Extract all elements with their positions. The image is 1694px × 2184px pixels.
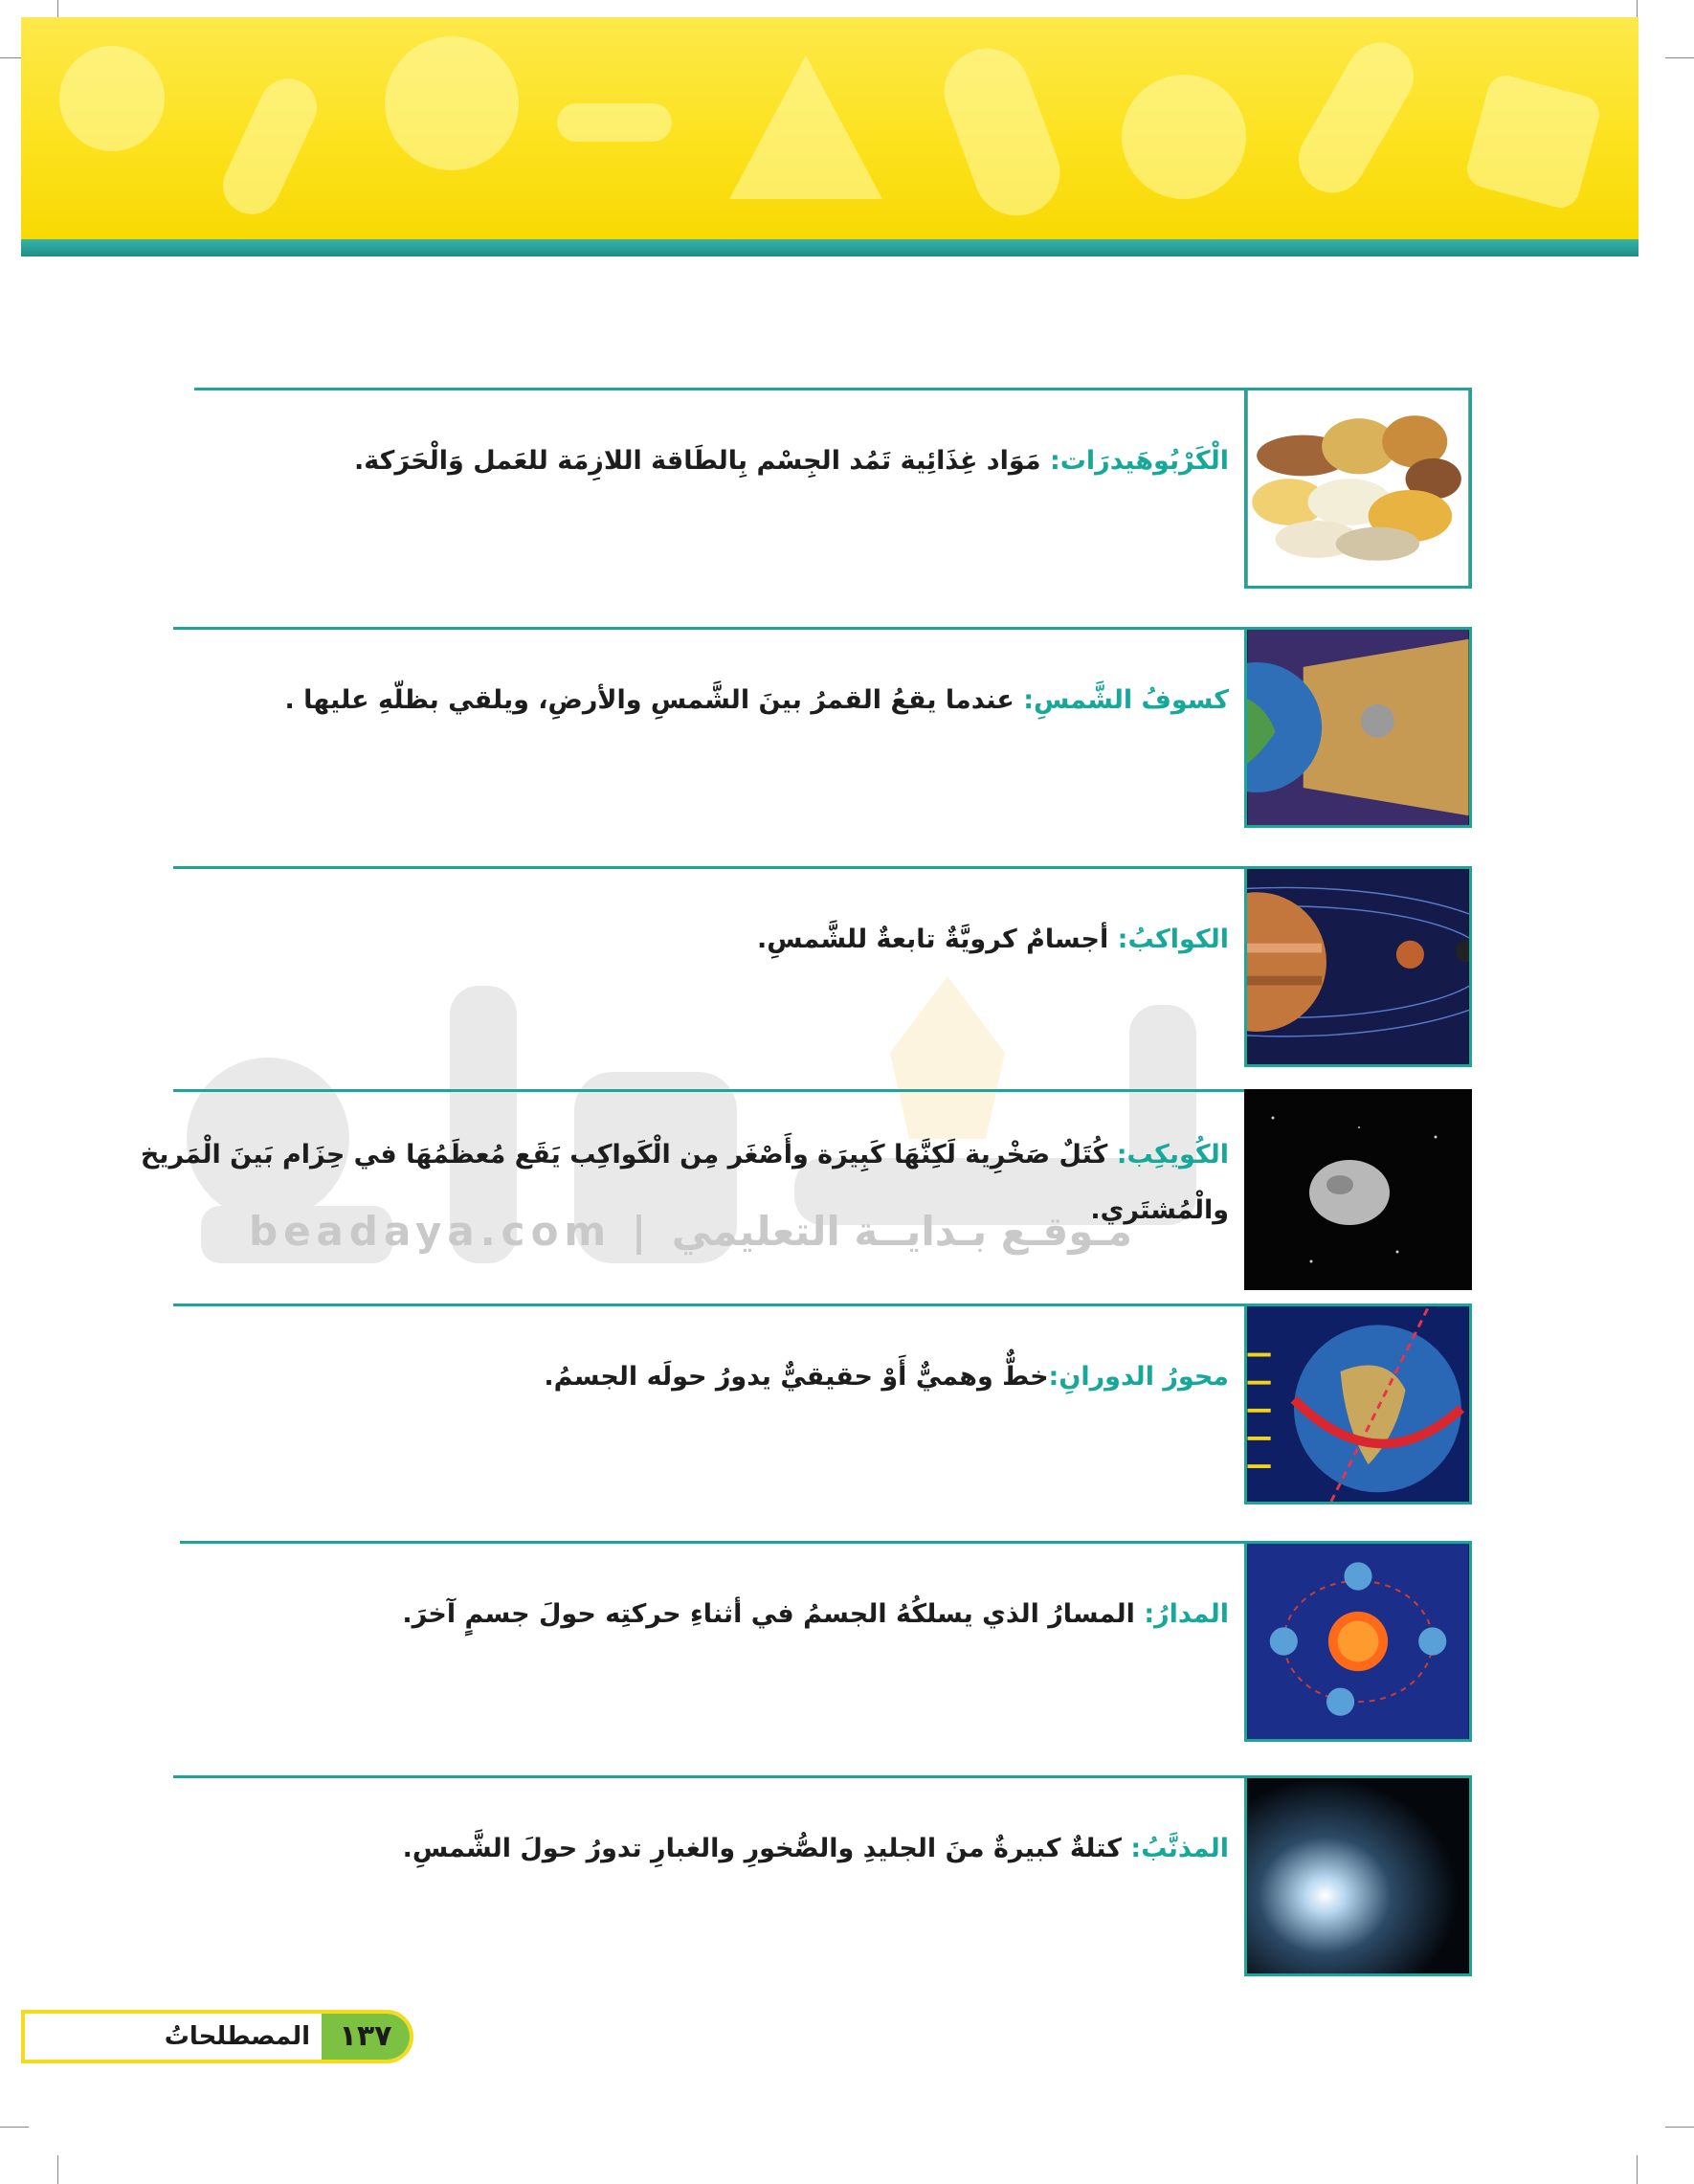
comet-photo (1244, 1775, 1472, 1976)
header-strip (21, 239, 1638, 256)
crop-mark (0, 2127, 29, 2128)
page-footer (21, 2010, 413, 2063)
crop-mark (1665, 57, 1694, 58)
entry-term: الكواكبُ: (1117, 925, 1229, 954)
entry-term: المدارُ: (1144, 1599, 1229, 1629)
entry-definition: مَوَاد غِذَائِية تَمُد الجِسْم بِالطَاقة اللازِمَة للعَمل وَالْحَرَكة. (354, 446, 1050, 476)
orbit-photo (1244, 1541, 1472, 1742)
solar-eclipse-photo (1244, 627, 1472, 828)
carbohydrates-food-photo (1244, 388, 1472, 589)
watermark-caption: beadaya.com | مـوقـع بـدايــة التعليمي (249, 1208, 1132, 1255)
entry-term: الكُويكِب: (1116, 1140, 1229, 1170)
glossary-entry-carbohydrates (0, 388, 1694, 598)
entry-term: محورُ الدورانِ: (1048, 1362, 1229, 1392)
glossary-entry-planets (0, 866, 1694, 1077)
glossary-entry-asteroid (0, 1089, 1694, 1300)
entry-definition: عندما يقعُ القمرُ بينَ الشَّمسِ والأرضِ، ويلقي بظلّهِ عليها . (284, 685, 1024, 715)
header-banner (21, 17, 1638, 247)
glossary-entry-comet (0, 1775, 1694, 1986)
entry-term: كسوفُ الشَّمسِ: (1023, 685, 1229, 715)
entry-term: الْكَرْبُوهَيدرَات: (1049, 446, 1229, 476)
asteroid-photo (1244, 1089, 1472, 1290)
entry-term: المذنَّبُ: (1130, 1834, 1229, 1863)
rotation-axis-photo (1244, 1304, 1472, 1504)
entry-definition: أجسامٌ كرويَّةٌ تابعةٌ للشَّمسِ. (756, 925, 1118, 954)
glossary-entry-solar-eclipse (0, 627, 1694, 837)
section-label: المصطلحاتُ (164, 2022, 310, 2051)
entry-text (272, 1349, 1229, 1405)
crop-mark (1665, 2127, 1694, 2128)
planets-photo (1244, 866, 1472, 1067)
crop-mark (57, 2155, 58, 2184)
entry-definition: المسارُ الذي يسلكُهُ الجسمُ في أثناءِ حركتِه حولَ جسمٍ آخرَ. (402, 1599, 1145, 1629)
glossary-entry-rotation-axis (0, 1304, 1694, 1514)
entry-text (272, 1821, 1229, 1877)
entry-text (272, 1587, 1229, 1642)
entry-definition: خطٌّ وهميٌّ أَوْ حقيقيٌّ يدورُ حولَه الجسمُ. (544, 1362, 1049, 1392)
entry-text (138, 1127, 1229, 1238)
entry-text (272, 434, 1229, 489)
entry-definition: كُتَلٌ صَخْرِية لَكِنَّهَا كَبِيرَة وأَصْغَر مِن الْكَواكِب يَقَع مُعظَمُهَا في حِزَام بَينَ الْمَريخ والْمُشتَري. (140, 1140, 1229, 1225)
page-number: ١٣٧ (322, 2014, 410, 2060)
crop-mark (1637, 2155, 1638, 2184)
entry-definition: كتلةٌ كبيرةٌ منَ الجليدِ والصُّخورِ والغبارِ تدورُ حولَ الشَّمسِ. (402, 1834, 1131, 1863)
glossary-entry-orbit (0, 1541, 1694, 1751)
entry-text (272, 912, 1229, 968)
entry-text (272, 673, 1229, 728)
